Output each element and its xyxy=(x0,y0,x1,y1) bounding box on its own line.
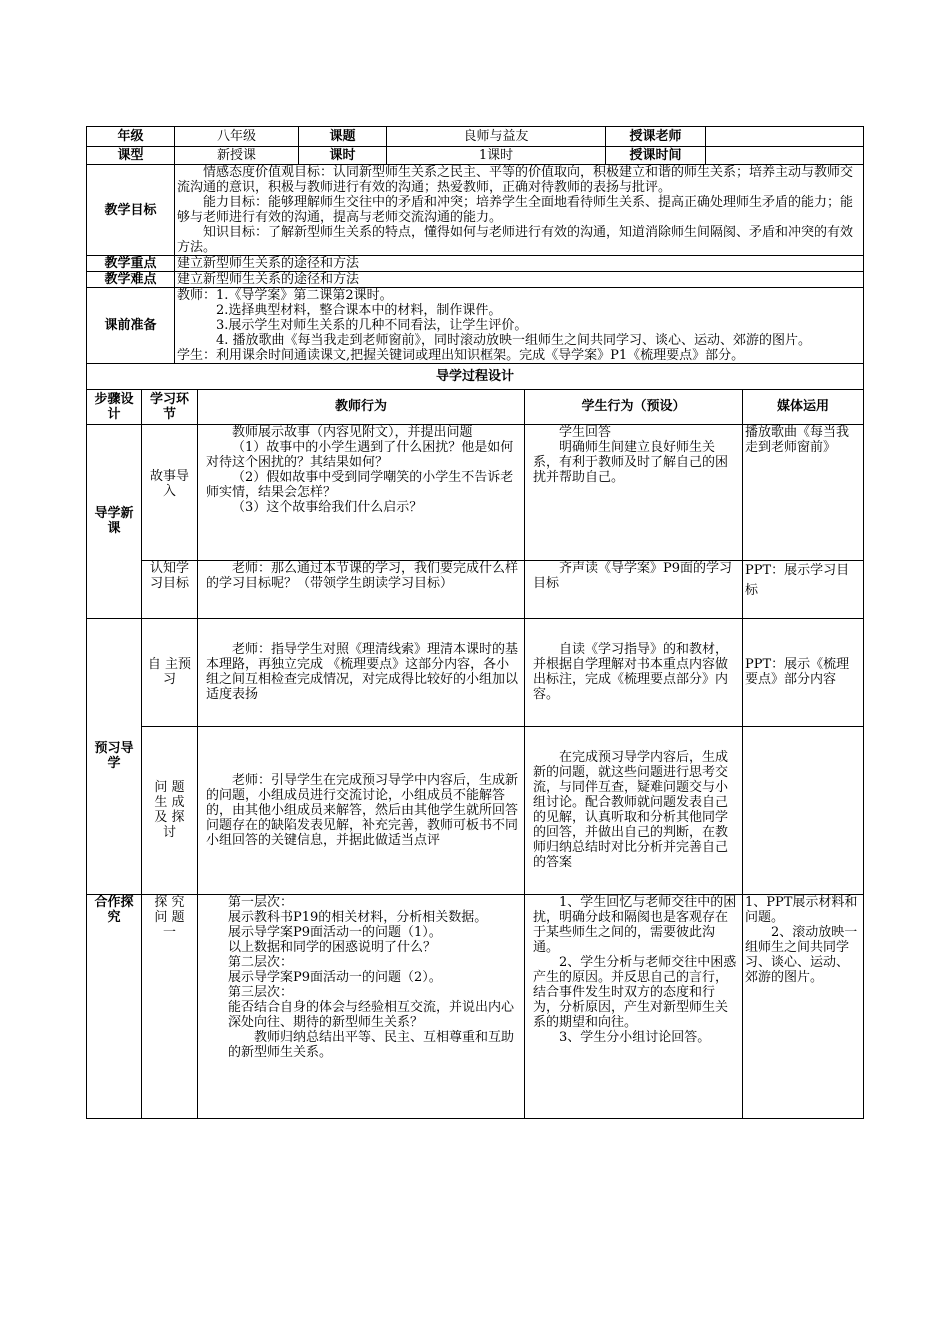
student-selfstudy-text: 自读《学习指导》的和教材，并根据自学理解对书本重点内容做出标注，完成《梳理要点部分》内容。 xyxy=(533,642,729,702)
media-explore-2: 2、滚动放映一组师生之间共同学习、谈心、运动、郊游的图片。 xyxy=(745,924,858,985)
key-label: 教学重点 xyxy=(87,256,175,272)
teacher-explore-7: 第三层次： xyxy=(228,984,294,1000)
col-teacher: 教师行为 xyxy=(198,390,525,424)
teacher-story-3: （2）假如故事中受到同学嘲笑的小学生不告诉老师实情，结果会怎样？ xyxy=(206,469,514,500)
teacher-explore-9: 教师归纳总结出平等、民主、互相尊重和互助的新型师生关系。 xyxy=(228,1029,515,1060)
phase-explore-1: 探 究 问 题 一 xyxy=(142,894,198,1118)
step-cooperate: 合作探究 xyxy=(87,894,142,1118)
hours-value: 1课时 xyxy=(387,147,606,165)
media-explore-1: 1、PPT展示材料和问题。 xyxy=(745,894,858,925)
phase-selfstudy: 自 主预习 xyxy=(142,618,198,726)
step-preview: 预习导学 xyxy=(87,618,142,894)
design-title: 导学过程设计 xyxy=(87,364,864,390)
media-goals: PPT：展示学习目标 xyxy=(743,560,864,618)
media-story: 播放歌曲《每当我走到老师窗前》 xyxy=(743,424,864,560)
teacher-explore-4: 以上数据和同学的困惑说明了什么？ xyxy=(228,939,437,955)
prep-label: 课前准备 xyxy=(87,288,175,364)
teacher-label: 授课老师 xyxy=(606,127,706,147)
prep-line-2: 2.选择典型材料，整合课本中的材料，制作课件。 xyxy=(216,303,502,318)
teacher-story-1: 教师展示故事（内容见附文），并提出问题 xyxy=(232,424,473,440)
student-explore-1: 1、学生回忆与老师交往中的困扰，明确分歧和隔阂也是客观存在于某些师生之间的，需要彼此沟通。 xyxy=(533,894,737,955)
teacher-explore-2: 展示教科书P19的相关材料，分析相关数据。 xyxy=(228,909,488,925)
grade-label: 年级 xyxy=(87,127,175,147)
time-label: 授课时间 xyxy=(606,147,706,165)
prep-content xyxy=(175,288,864,364)
goal-knowledge: 知识目标：了解新型师生关系的特点，懂得如何与老师进行有效的沟通，知道消除师生间隔阂、矛盾和冲突的有效方法。 xyxy=(177,225,854,255)
difficulty-label: 教学难点 xyxy=(87,272,175,288)
type-value: 新授课 xyxy=(175,147,299,165)
teacher-goals-text: 老师：那么通过本节课的学习，我们要完成什么样的学习目标呢？（带领学生朗读学习目标） xyxy=(206,560,519,591)
teacher-selfstudy xyxy=(198,618,525,726)
topic-value: 良师与益友 xyxy=(387,127,606,147)
teacher-explore-6: 展示导学案P9面活动一的问题（2）。 xyxy=(228,969,442,985)
teacher-story-2: （1）故事中的小学生遇到了什么困扰？他是如何对待这个困扰的？其结果如何？ xyxy=(206,439,514,470)
teacher-explore-1: 第一层次： xyxy=(228,894,294,910)
teacher-explore-5: 第二层次： xyxy=(228,954,294,970)
col-media: 媒体运用 xyxy=(743,390,864,424)
teacher-explore-3: 展示导学案P9面活动一的问题（1）。 xyxy=(228,924,442,940)
teacher-story xyxy=(198,424,525,560)
teacher-story-4: （3）这个故事给我们什么启示？ xyxy=(232,499,423,515)
prep-line-4: 4. 播放歌曲《每当我走到老师窗前》，同时滚动放映一组师生之间共同学习、谈心、运动、郊游的图片。 xyxy=(216,333,812,348)
teacher-selfstudy-text: 老师：指导学生对照《理清线索》理清本课时的基本理路，再独立完成 《梳理要点》这部分内容，各小组之间互相检查完成情况，对完成得比较好的小组加以适度表扬 xyxy=(206,642,519,702)
goal-ability: 能力目标：能够理解师生交往中的矛盾和冲突；培养学生全面地看待师生关系、提高正确处理师生矛盾的能力；能够与老师进行有效的沟通，提高与老师交流沟通的能力。 xyxy=(177,195,854,225)
phase-questions: 问 题 生 成 及 探 讨 xyxy=(142,726,198,894)
time-value xyxy=(706,147,864,165)
media-explore xyxy=(743,894,864,1118)
topic-label: 课题 xyxy=(299,127,387,147)
grade-value: 八年级 xyxy=(175,127,299,147)
difficulty-value: 建立新型师生关系的途径和方法 xyxy=(175,272,864,288)
teacher-explore-8: 能否结合自身的体会与经验相互交流，并说出内心深处向往、期待的新型师生关系？ xyxy=(228,999,515,1030)
col-student: 学生行为（预设） xyxy=(525,390,743,424)
media-questions xyxy=(743,726,864,894)
student-questions xyxy=(525,726,743,894)
col-step: 步骤设计 xyxy=(87,390,142,424)
col-phase: 学习环节 xyxy=(142,390,198,424)
goal-affective: 情感态度价值观目标：认同新型师生关系之民主、平等的价值取向，积极建立和谐的师生关系；培养主动与教师交流沟通的意识，积极与教师进行有效的沟通；热爱教师，正确对待教师的表扬与批评。 xyxy=(177,165,854,195)
lesson-info-table xyxy=(86,126,864,390)
phase-goals: 认知学习目标 xyxy=(142,560,198,618)
student-explore-3: 3、学生分小组讨论回答。 xyxy=(559,1029,711,1045)
student-selfstudy xyxy=(525,618,743,726)
student-story xyxy=(525,424,743,560)
goals-label: 教学目标 xyxy=(87,165,175,256)
prep-line-3: 3.展示学生对师生关系的几种不同看法，让学生评价。 xyxy=(216,318,528,333)
process-table xyxy=(86,390,864,1119)
teacher-goals xyxy=(198,560,525,618)
type-label: 课型 xyxy=(87,147,175,165)
step-intro: 导学新课 xyxy=(87,424,142,618)
teacher-explore xyxy=(198,894,525,1118)
student-explore xyxy=(525,894,743,1118)
hours-label: 课时 xyxy=(299,147,387,165)
student-questions-text: 在完成预习导学内容后，生成新的问题，就这些问题进行思考交流，与同伴互查，疑难问题交与小组讨论。配合教师就问题发表自己的见解，认真听取和分析其他同学的回答，并做出自己的判断，在教师归纳总结时对比分析并完善自己的答案 xyxy=(533,750,729,870)
student-goals-text: 齐声读《导学案》P9面的学习目标 xyxy=(533,560,733,591)
lesson-plan xyxy=(86,126,863,1119)
phase-story: 故事导入 xyxy=(142,424,198,560)
prep-line-1: 教师：1.《导学案》第二课第2课时。 xyxy=(177,288,393,303)
student-story-1: 学生回答 xyxy=(559,424,612,440)
goals-content xyxy=(175,165,864,256)
teacher-value xyxy=(706,127,864,147)
key-value: 建立新型师生关系的途径和方法 xyxy=(175,256,864,272)
student-goals xyxy=(525,560,743,618)
teacher-questions xyxy=(198,726,525,894)
teacher-questions-text: 老师：引导学生在完成预习导学中内容后，生成新的问题，小组成员进行交流讨论，小组成员不能解答的，由其他小组成员来解答，然后由其他学生就所回答问题存在的缺陷发表见解，补充完善，教师可板书不同小组回答的关键信息，并据此做适当点评 xyxy=(206,772,519,848)
media-selfstudy: PPT：展示《梳理要点》部分内容 xyxy=(743,618,864,726)
student-story-2: 明确师生间建立良好师生关系，有利于教师及时了解自己的困扰并帮助自己。 xyxy=(533,439,729,485)
student-explore-2: 2、学生分析与老师交往中困惑产生的原因。并反思自己的言行，结合事件发生时双方的态度和行为，分析原因，产生对新型师生关系的期望和向往。 xyxy=(533,954,737,1030)
prep-line-5: 学生：利用课余时间通读课文,把握关键词或理出知识框架。完成《导学案》P1《梳理要点》部分。 xyxy=(177,348,745,363)
